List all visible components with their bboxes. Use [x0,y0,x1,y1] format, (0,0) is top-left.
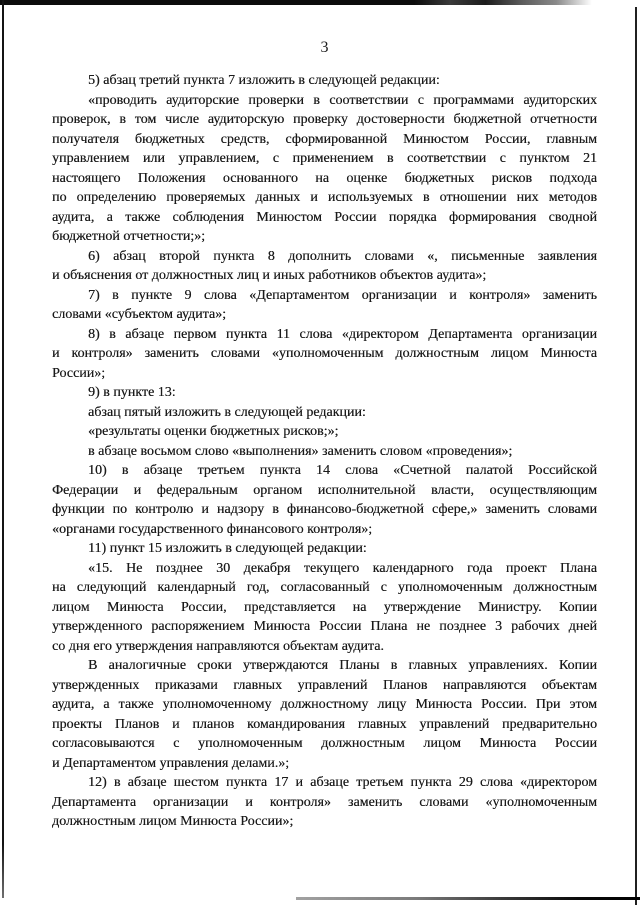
text-line: утвержденного распоряжением Минюста России Плана не позднее 3 рабочих дней [52,619,597,634]
text-line: согласовываются с уполномоченным должностным лицом Минюста России [52,736,597,751]
page-left-border [2,0,4,898]
document-text [52,71,597,832]
text-line: 12) в абзаце шестом пункта 17 и абзаце третьем пункта 29 слова «директором [88,775,597,790]
text-line: получателя бюджетных средств, сформированной Минюстом России, главным [52,131,597,147]
text-line: «проводить аудиторские проверки в соответствии с программами аудиторских [88,92,597,108]
text-line: «15. Не позднее 30 декабря текущего календарного года проект Плана [88,560,597,576]
text-line: на следующий календарный год, согласованный с уполномоченным должностным [52,580,597,595]
text-line: проверок, в том числе аудиторскую проверку достоверности бюджетной отчетности [52,112,597,127]
text-line: и контроля» заменить словами «уполномоченным должностным лицом Минюста [52,346,597,361]
text-line: В аналогичные сроки утверждаются Планы в главных управлениях. Копии [88,658,597,673]
text-line: должностным лицом Минюста России»; [52,814,294,829]
text-line: «результаты оценки бюджетных рисков;»; [88,424,339,439]
text-line: 8) в абзаце первом пункта 11 слова «директором Департамента организации [88,326,597,342]
text-line: аудита, а также уполномоченному должностному лицу Минюста России. При этом [52,697,597,712]
text-line: 7) в пункте 9 слова «Департаментом организации и контроля» заменить [88,287,597,303]
text-line: утвержденных приказами главных управлений Планов направляются объектам [52,677,597,693]
text-line: Департамента организации и контроля» заменить словами «уполномоченным [52,794,597,810]
page-number: 3 [320,39,329,56]
text-line: и Департаментом управления делами.»; [52,755,290,771]
text-line: со дня его утверждения направляются объектам аудита. [52,638,384,654]
text-line: 9) в пункте 13: [88,385,176,400]
text-line: России»; [52,365,106,381]
text-line: 6) абзац второй пункта 8 дополнить словами «, письменные заявления [88,248,597,264]
text-line: лицом Минюста России, представляется на утверждение Министру. Копии [52,599,597,615]
text-line: управлением или управлением, с применением в соответствии с пунктом 21 [52,151,597,166]
text-line: словами «субъектом аудита»; [52,307,227,322]
text-line: 5) абзац третий пункта 7 изложить в следующей редакции: [88,73,440,88]
text-line: по определению проверяемых данных и используемых в отношении них методов [52,190,597,205]
text-line: абзац пятый изложить в следующей редакции: [88,404,366,420]
text-line: аудита, а также соблюдения Минюстом России порядка формирования сводной [52,209,597,225]
text-line: бюджетной отчетности;»; [52,229,206,244]
text-line: 11) пункт 15 изложить в следующей редакции: [88,541,367,556]
text-line: 10) в абзаце третьем пункта 14 слова «Счетной палатой Российской [88,463,597,478]
text-line: проекты Планов и планов командирования главных управлений предварительно [52,716,597,732]
page-top-border [0,0,592,5]
text-line: настоящего Положения основанного на оценке бюджетных рисков подхода [52,170,597,186]
text-line: в абзаце восьмом слово «выполнения» заменить словом «проведения»; [88,443,513,459]
text-line: Федерации и федеральным органом исполнительной власти, осуществляющим [52,482,597,498]
page-bottom-border [296,897,640,900]
text-line: и объяснения от должностных лиц и иных работников объектов аудита»; [52,268,487,283]
page-right-border [635,7,637,905]
text-line: функции по контролю и надзору в финансово-бюджетной сфере,» заменить словами [52,502,597,517]
text-line: «органами государственного финансового контроля»; [52,521,373,537]
